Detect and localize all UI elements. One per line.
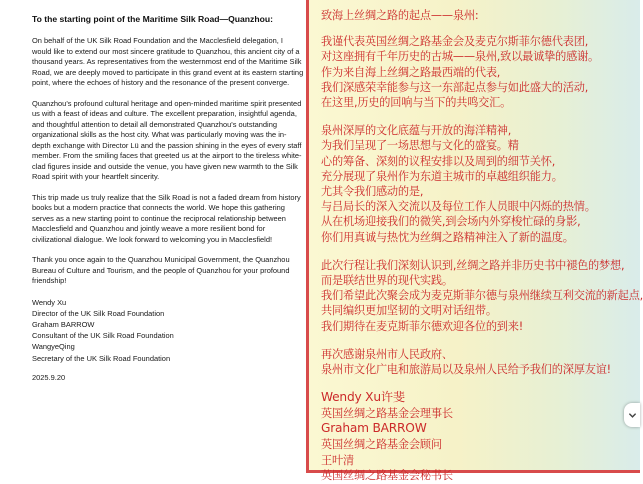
chinese-signature xyxy=(321,390,640,484)
chinese-line: 从在机场迎接我们的微笑,到会场内外穿梭忙碌的身影, xyxy=(321,215,581,229)
chinese-line: 对这座拥有千年历史的古城——泉州,致以最诚挚的感谢。 xyxy=(321,50,600,64)
signer-role: Secretary of the UK Silk Road Foundation xyxy=(32,353,171,363)
chinese-line: 你们用真诚与热忱为丝绸之路精神注入了新的温度。 xyxy=(321,230,574,244)
chinese-line: 充分展现了泉州作为东道主城市的卓越组织能力。 xyxy=(321,169,563,183)
chinese-line: 与吕局长的深入交流以及每位工作人员眼中闪烁的热情。 xyxy=(321,200,596,214)
chinese-line: 作为来自海上丝绸之路最西端的代表, xyxy=(321,65,501,79)
signer-role: 英国丝绸之路基金会顾问 xyxy=(321,438,442,452)
chinese-paragraph-4 xyxy=(321,347,640,377)
english-title: To the starting point of the Maritime Silk Road—Quanzhou: xyxy=(32,14,273,24)
letter-date: 2025.9.20 xyxy=(32,372,66,382)
chinese-line: 再次感谢泉州市人民政府、 xyxy=(321,347,453,361)
chinese-line: 为我们呈现了一场思想与文化的盛宴。精 xyxy=(321,139,519,153)
signer-name: WangyeQing xyxy=(32,342,75,352)
english-paragraph-2: Quanzhou's profound cultural heritage and open-minded maritime spirit presented us with a feast of ideas and culture. The excellent preparation, insightful agenda, and thoughtful attention to detail all demonstrated Quanzhou's outstanding organizational skills as the host city. What was particularly moving was the in-depth exchange with Director Lü and the passion shining in the eyes of every staff member. From the smiling faces that greeted us at the airport to the tireless white-clad figures inside and outside the venue, you have given new warmth to the Silk Road spirit with your heartfelt sincerity. xyxy=(32,98,302,181)
signer-role: Director of the UK Silk Road Foundation xyxy=(32,308,165,318)
chinese-line: 泉州市文化广电和旅游局以及泉州人民给予我们的深厚友谊! xyxy=(321,363,611,377)
signer-name: Graham BARROW xyxy=(321,421,427,436)
signer-role: 英国丝绸之路基金会理事长 xyxy=(321,406,453,420)
english-paragraph-3: This trip made us truly realize that the Silk Road is not a faded dream from history books but a modern practice that connects the world. We hope this gathering serves as a new starting point to continue the reciprocal relationship between Macclesfield and Quanzhou and jointly weave a more resilient bond for civilizational dialogue. We look forward to welcoming you in Macclesfield! xyxy=(32,192,301,244)
chinese-line: 我谨代表英国丝绸之路基金会及麦克尔斯菲尔德代表团, xyxy=(321,35,589,49)
signer-name: 王叶清 xyxy=(321,453,354,467)
english-letter xyxy=(0,0,305,473)
chinese-line: 我们希望此次聚会成为麦克斯菲尔德与泉州继续互利交流的新起点, xyxy=(321,289,643,303)
english-paragraph-4: Thank you once again to the Quanzhou Municipal Government, the Quanzhou Bureau of Culture and Tourism, and the people of Quanzhou for your profound friendship! xyxy=(32,255,290,285)
chinese-line: 我们期待在麦克斯菲尔德欢迎各位的到来! xyxy=(321,319,524,333)
signer-name: Wendy Xu xyxy=(32,297,67,307)
chinese-line: 心的筹备、深刻的议程安排以及周到的细节关怀, xyxy=(321,154,556,168)
chinese-line: 在这里,历史的回响与当下的共鸣交汇。 xyxy=(321,96,512,110)
signer-role: Consultant of the UK Silk Road Foundation xyxy=(32,331,174,341)
signer-name: Wendy Xu许斐 xyxy=(321,390,405,405)
chinese-line: 尤其令我们感动的是, xyxy=(321,185,424,199)
chinese-paragraph-2 xyxy=(321,123,640,245)
chinese-line: 泉州深厚的文化底蕴与开放的海洋精神, xyxy=(321,124,512,138)
chinese-line: 我们深感荣幸能参与这一东部起点参与如此盛大的活动, xyxy=(321,80,589,94)
scroll-down-button[interactable] xyxy=(624,403,640,427)
chinese-line: 而是联结世界的现代实践。 xyxy=(321,274,453,288)
chinese-line: 此次行程让我们深刻认识到,丝绸之路并非历史书中褪色的梦想, xyxy=(321,258,625,272)
chinese-paragraph-3 xyxy=(321,258,643,334)
chinese-paragraph-1 xyxy=(321,34,640,110)
chinese-letter xyxy=(309,0,643,483)
chinese-line: 共同编织更加坚韧的文明对话纽带。 xyxy=(321,304,497,318)
signer-name: Graham BARROW xyxy=(32,319,95,329)
signer-role: 英国丝绸之路基金会秘书长 xyxy=(321,469,453,483)
english-signature xyxy=(32,297,304,383)
chevron-down-icon xyxy=(628,411,637,420)
chinese-title: 致海上丝绸之路的起点——泉州: xyxy=(321,9,479,22)
english-paragraph-1: On behalf of the UK Silk Road Foundation and the Macclesfield delegation, I would like to extend our most sincere gratitude to Quanzhou, this ancient city of a thousand years. As representatives from the westernmost end of the Maritime Silk Road, we are deeply moved to participate in this grand event at its eastern starting point, where the echoes of history and the resonance of the present converge. xyxy=(32,36,304,87)
